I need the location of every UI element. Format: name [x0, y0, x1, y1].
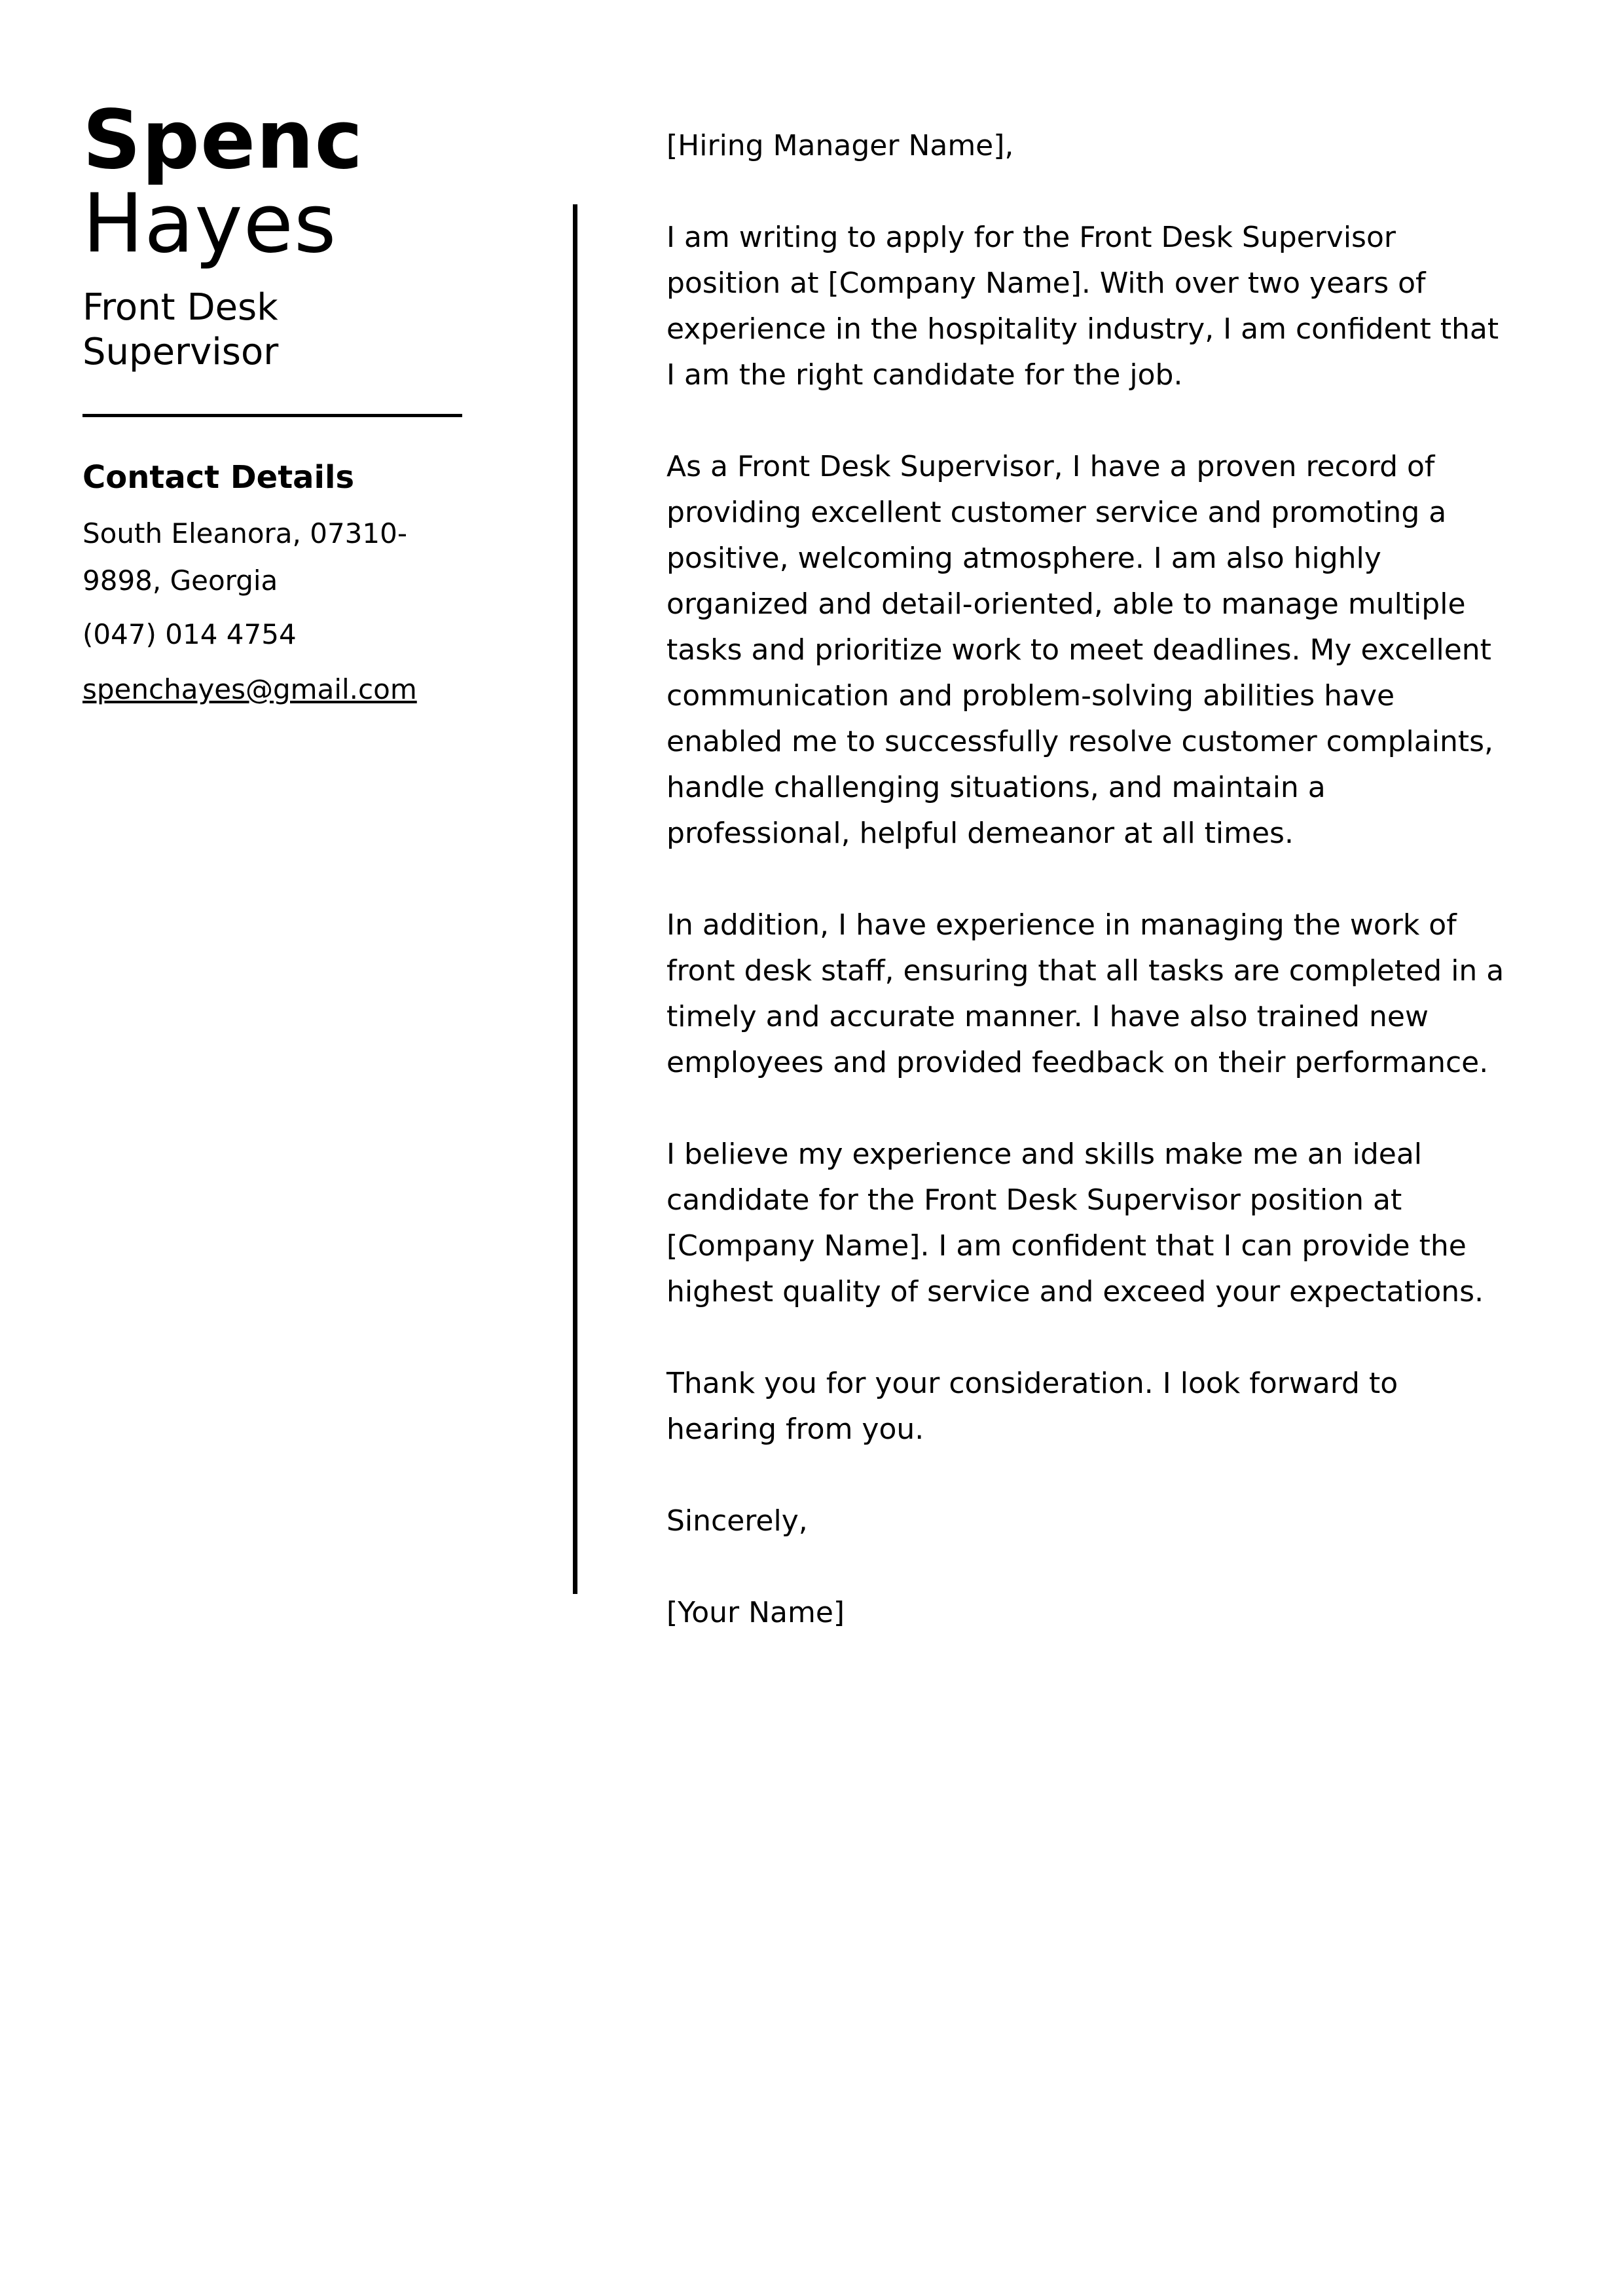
last-name: Hayes [82, 177, 337, 271]
letter-paragraph: Thank you for your consideration. I look forward to hearing from you. [666, 1367, 1398, 1446]
letter-salutation: [Hiring Manager Name], [666, 129, 1014, 162]
contact-phone: (047) 014 4754 [82, 618, 297, 650]
contact-address: South Eleanora, 07310-9898, Georgia [82, 517, 407, 597]
first-name: Spenc [82, 93, 363, 187]
job-title: Front Desk Supervisor [82, 286, 279, 373]
letter-paragraph: I believe my experience and skills make me an ideal candidate for the Front Desk Supervisor position at [Company Name]. I am confident that I can provide the highest quality of service and exceed your expectations. [666, 1138, 1484, 1308]
vertical-divider [573, 204, 577, 1594]
sidebar [82, 93, 462, 713]
letter-paragraph: In addition, I have experience in managing the work of front desk staff, ensuring that all tasks are completed in a timely and accurate manner. I have also trained new employees and provided feedback on their performance. [666, 908, 1504, 1079]
letter-body [666, 123, 1511, 1636]
contact-email-link[interactable]: spenchayes@gmail.com [82, 673, 417, 705]
letter-signature: [Your Name] [666, 1596, 845, 1629]
sidebar-divider [82, 414, 462, 417]
letter-paragraph: As a Front Desk Supervisor, I have a proven record of providing excellent customer service and promoting a positive, welcoming atmosphere. I am also highly organized and detail-oriented, able to manage multiple tasks and prioritize work to meet deadlines. My excellent communication and problem-solving abilities have enabled me to successfully resolve customer complaints, handle challenging situations, and maintain a professional, helpful demeanor at all times. [666, 450, 1494, 850]
letter-paragraph: I am writing to apply for the Front Desk Supervisor position at [Company Name]. With over two years of experience in the hospitality industry, I am confident that I am the right candidate for the job. [666, 221, 1499, 392]
letter-closing: Sincerely, [666, 1504, 808, 1538]
contact-heading: Contact Details [82, 459, 355, 496]
